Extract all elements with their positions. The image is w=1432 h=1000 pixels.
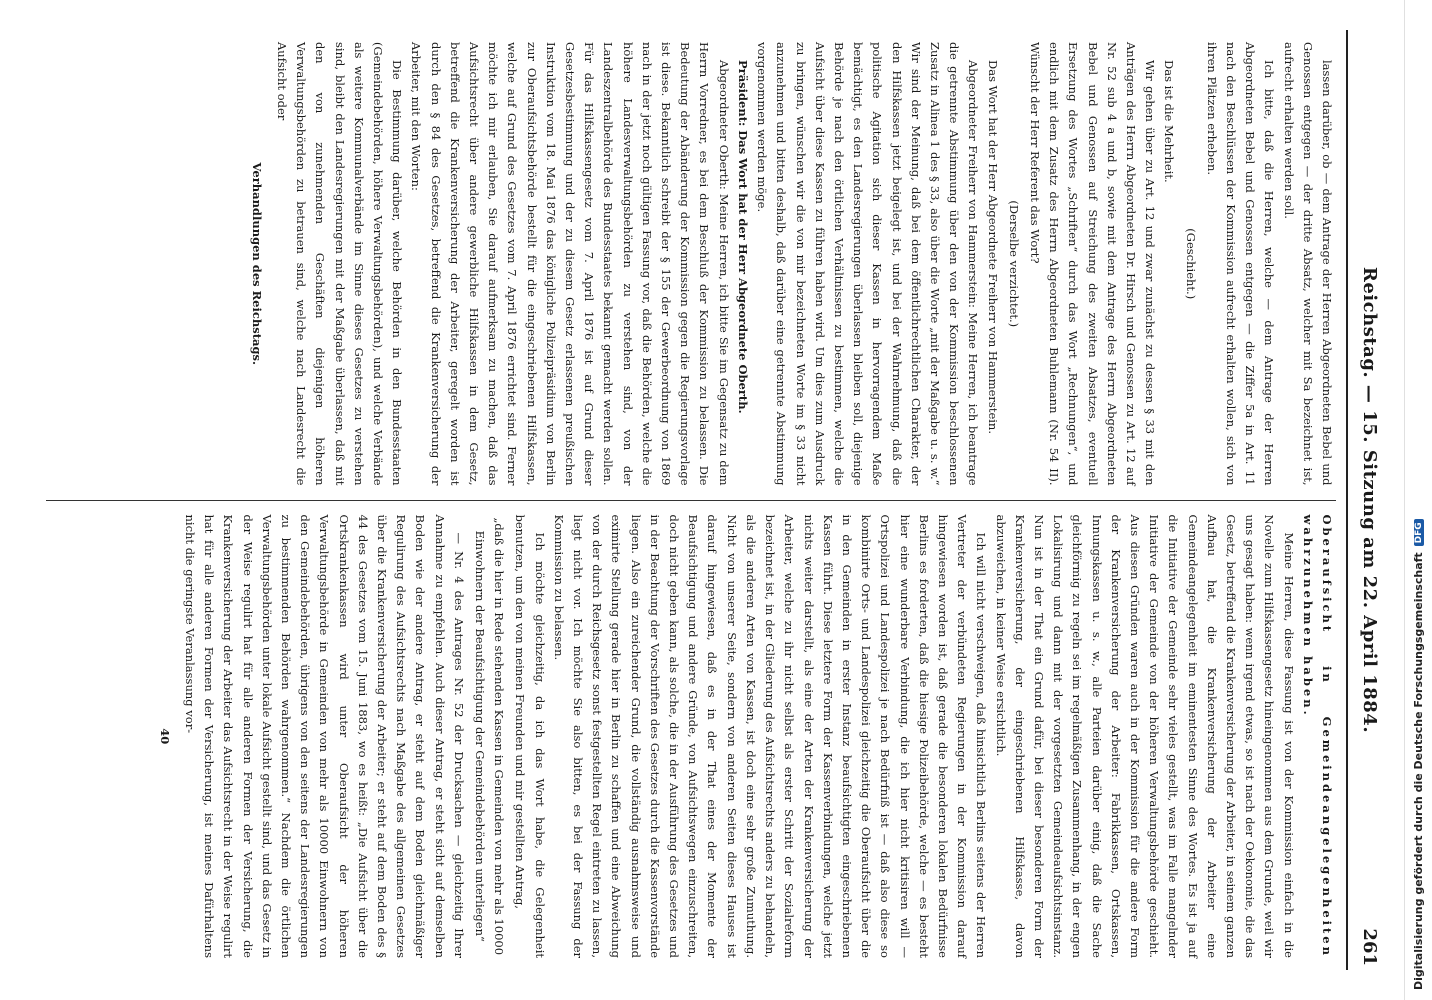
dfg-logo-icon: DFG xyxy=(1414,519,1424,546)
stage-direction: (Geschieht.) xyxy=(1183,228,1198,300)
president-line: Präsident: Das Wort hat der Herr Abgeordnete Oberth. xyxy=(735,60,750,414)
footer-reference: Verhandlungen des Reichstags. xyxy=(249,162,264,365)
running-title: Reichstag. — 15. Sitzung am 22. April 1884. xyxy=(1359,266,1380,734)
right-column xyxy=(46,503,1336,971)
column-divider xyxy=(46,500,1336,501)
paragraph: Ich will nicht verschweigen, daß hinsichtlich Berlins seitens der Herren Vertreter der verbündeten Regierungen in der Kommission darauf hingewiesen worden ist, daß gerade die besonderen lokalen Bedürfnisse Berlins es forderten, daß die hiesige Polizeibehörde, welche — es besteht hier eine wunderbare Verbindung, die ich hier nicht kritisiren will — Ortspolizei und Landespolizei je nach Bedürfniß ist — daß also diese so kombinirte Orts- und Landespolizei gleichzeitig die Oberaufsicht über die in den Gemeinden in erster Instanz beaufsichtigten eingeschriebenen Kassen führt. Diese letztere Form der Kassenverbindungen, welche jetzt nichts weiter darstellt, als eine der Arten der Krankenversicherung der Arbeiter, welche zu ihr nicht selbst als erster Schritt der Sozialreform bezeichnet ist, in der Gliederung des Aufsichtsrechts anders zu behandeln, als die anderen Arten von Kassen, ist doch eine sehr große Zumuthung. Nicht von unserer Seite, sondern von anderen Seiten dieses Hauses ist darauf hingewiesen, daß es in der That eines der Momente der Beaufsichtigung und andere Gründe, von Aufsichtswegen einzuschreiten, doch nicht geben kann, als solche, die in der Ausführung des Gesetzes und in der Beachtung der Vorschriften des Gesetzes durch die Kassenvorstände liegen. Also ein zureichender Grund, die vollständig ausnahmsweise und eximirte Stellung gerade hier in Berlin zu schaffen und eine Abweichung von der durch Reichsgesetz sonst festgestellten Regel eintreten zu lassen, liegt nicht vor. Ich möchte Sie also bitten, es bei der Fassung der Kommission zu belassen. xyxy=(551,514,989,958)
paragraph: Oberaufsicht in Gemeindeangelegenheiten wahrzunehmen haben. xyxy=(1300,514,1334,958)
dfg-credit-text: Digitalisierung gefördert durch die Deutsche Forschungsgemeinschaft xyxy=(1412,552,1425,990)
stage-direction: (Derselbe verzichtet.) xyxy=(1006,200,1021,328)
paragraph: Ich bitte, daß die Herren, welche — dem Antrage der Herren Abgeordneten Bebel und Genossen entgegen — die Ziffer 5a in Art. 11 nach den Beschlüssen der Kommission aufrecht erhalten wollen, sich von ihren Plätzen erheben. xyxy=(1204,42,1277,486)
quotation: „daß die hier in Rede stehenden Kassen in Gemeinden von mehr als 10000 Einwohnern der Beaufsichtigung der Gemeindebehörden unterliegen“ xyxy=(473,517,507,956)
left-column xyxy=(46,30,1336,498)
paragraph: lassen darüber, ob — dem Antrage der Herren Abgeordneten Bebel und Genossen entgegen — der dritte Absatz, welcher mit Sa bezeichnet ist, aufrecht erhalten werden soll. xyxy=(1281,42,1334,486)
paragraph: Die Bestimmung darüber, welche Behörden in den Bundesstaaten (Gemeindebehörden, höhere Verwaltungsbehörden), und welche Verbände als weitere Kommunalverbände im Sinne dieses Gesetzes zu verstehen sind, bleibt den Landesregierungen mit der Maßgabe überlassen, daß mit den von zunehmenden Geschäften diejenigen höheren Verwaltungsbehörden zu betrauen sind, welche nach Landesrecht die Aufsicht oder xyxy=(275,42,405,486)
paragraph: Ich möchte gleichzeitig, da ich das Wort habe, die Gelegenheit benutzen, um den von meinen Freunden und mir gestellten Antrag, xyxy=(513,514,547,958)
dfg-credit xyxy=(1412,10,1425,990)
sheet-number: 40 xyxy=(157,728,172,745)
paragraph: Das Wort hat der Herr Abgeordnete Freiherr von Hammerstein. xyxy=(985,60,1000,434)
paragraph: Wir gehen über zu Art. 12 und zwar zunächst zu dessen § 33 mit den Anträgen des Herrn Abgeordneten Dr. Hirsch und Genossen zu Art. 12 auf Nr. 52 sub 4 a und b, sowie mit dem Antrage des Herrn Abgeordneten Bebel und Genossen auf Streichung des zweiten Absatzes, eventuell Ersetzung des Wortes „Schriften“ durch das Wort „Rechnungen“, und endlich mit dem Zusatz des Herrn Abgeordneten Buhlemann (Nr. 54 II). Wünscht der Herr Referent das Wort? xyxy=(1027,42,1158,486)
paragraph: Das ist die Mehrheit. xyxy=(1162,60,1177,183)
paragraph: Abgeordneter Freiherr von Hammerstein: Meine Herren, ich beantrage die getrennte Abstimmung über den von der Kommission beschlossenen Zusatz in Alinea 1 des § 33, also über die Worte „mit der Maßgabe u. s. w.“ Wir sind der Meinung, daß bei dem öffentlichrechtlichen Charakter, der den Hilfskassen jetzt beigelegt ist, und bei der Wahrnehmung, daß die politische Agitation sich dieser Kassen in hervorragendem Maße bemächtigt, es den Landesregierungen überlassen bleiben soll, diejenige Behörde je nach den örtlichen Verhältnissen zu bestimmen, welche die Aufsicht über diese Kassen zu führen haben wird. Um dies zum Ausdruck zu bringen, wünschen wir die von mir bezeichneten Worte im § 33 nicht anzunehmen und bitten deshalb, daß darüber eine getrennte Abstimmung vorgenommen werden möge. xyxy=(755,42,981,486)
paragraph: Abgeordneter Oberth: Meine Herren, ich bitte Sie im Gegensatz zu dem Herrn Vorredner, es bei dem Beschluß der Kommission zu belassen. Die Bedeutung der Abänderung der Kommission gegen die Regierungsvorlage ist diese. Bekanntlich schreibt der § 155 der Gewerbeordnung von 1869 nach in der jetzt noch gültigen Fassung vor, daß die Behörden, welche die höhere Landesverwaltungsbehörden zu verstehen sind, von der Landeszentralbehörde des Bundesstaates bekannt gemacht werden sollen. Für das Hilfskassengesetz vom 7. April 1876 ist auf Grund dieser Gesetzesbestimmung und der zu diesem Gesetz erlassenen preußischen Instruktion vom 18. Mai 1876 das königliche Polizeipräsidium von Berlin zur Oberaufsichtsbehörde bestellt für die eingeschriebenen Hilfskassen, welche auf Grund des Gesetzes vom 7. April 1876 errichtet sind. Ferner möchte ich mir erlauben, Sie darauf aufmerksam zu machen, daß das Aufsichtsrecht über andere gewerbliche Hilfskassen in dem Gesetz, betreffend die Krankenversicherung der Arbeiter, geregelt worden ist durch den § 84 des Gesetzes, betreffend die Krankenversicherung der Arbeiter, mit den Worten: xyxy=(409,42,731,486)
page-number: 261 xyxy=(1359,928,1380,966)
paragraph: Meine Herren, diese Fassung ist von der Kommission einfach in die Novelle zum Hilfskassengesetz hineingenommen aus dem Grunde, weil wir uns gesagt haben: wenn irgend etwas, so ist nach der Oekonomie, die das Gesetz, betreffend die Krankenversicherung der Arbeiter, in seinem ganzen Aufbau hat, die Krankenversicherung der Arbeiter eine Gemeindeangelegenheit im eminentesten Sinne des Wortes. Es ist ja auf die Initiative der Gemeinde sehr vieles gestellt, was im Falle mangelnder Initiative der Gemeinde von der höheren Verwaltungsbehörde geschieht. Aus diesen Gründen waren auch in der Kommission für die andere Form der Krankenversicherung der Arbeiter: Fabrikkassen, Ortskassen, Innungskassen u. s. w., alle Parteien darüber einig, daß die Sache gleichförmig zu regeln sei im regelmäßigen Zusammenhang, in der engen Lokalisirung und dann mit der vorgesetzten Gemeindeaufsichtsinstanz. Nun ist in der That ein Grund dafür, bei dieser besonderen Form der Krankenversicherung, der eingeschriebenen Hilfskasse, davon abzuweichen, in keiner Weise ersichtlich. xyxy=(993,514,1296,958)
page-header xyxy=(1346,30,1386,970)
text-columns xyxy=(46,30,1336,970)
paragraph: — Nr. 4 des Antrages Nr. 52 der Drucksachen — gleichzeitig Ihrer Annahme zu empfehlen. Auch dieser Antrag, er steht sicht auf demselben Boden wie der andere Antrag, er steht auf dem Boden gleichmäßiger Regulirung des Aufsichtsrechts nach Maßgabe des allgemeinen Gesetzes über die Krankenversicherung der Arbeiter; er steht auf dem Boden des § 44 des Gesetzes vom 15. Juni 1883, wo es heißt: „Die Aufsicht über die Ortskrankenkassen wird unter Oberaufsicht der höheren Verwaltungsbehörde in Gemeinden von mehr als 10000 Einwohnern von den Gemeindebehörden, übrigens von den seitens der Landesregierungen zu bestimmenden Behörden wahrgenommen.“ Nachdem die örtlichen Verwaltungsbehörden unter lokale Aufsicht gestellt sind, und das Gesetz in der Weise regulirt hat für alle anderen Formen der Versicherung, die Krankenversicherung der Arbeiter das Aufsichtsrecht in der Weise regulirt hat für alle anderen Formen der Versicherung, ist meines Dafürhaltens nicht die geringste Veranlassung vor- xyxy=(183,514,466,958)
